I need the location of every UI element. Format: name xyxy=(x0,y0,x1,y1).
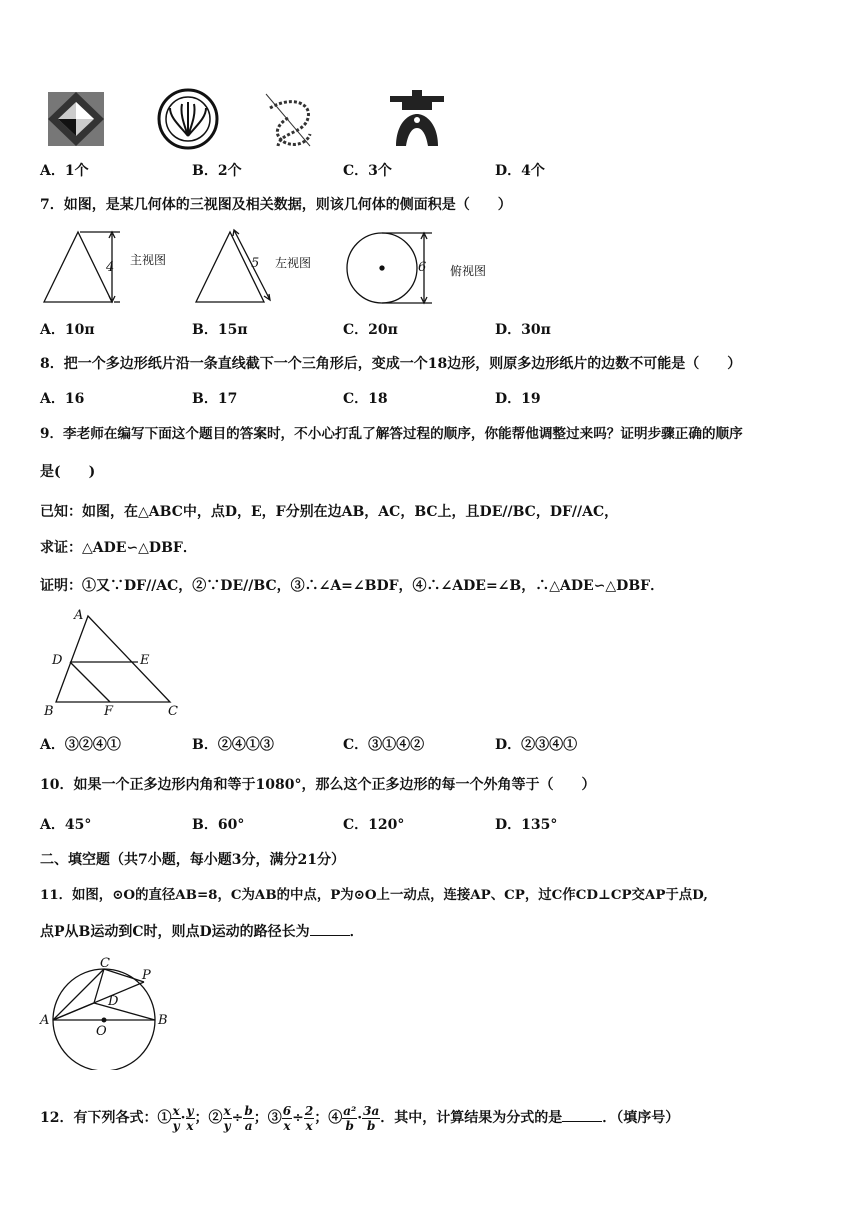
q12-f2-a-num: x xyxy=(223,1103,231,1118)
q11-line2 xyxy=(40,921,364,941)
q12-sep3: ；④ xyxy=(314,1110,343,1126)
q6-option-c[interactable]: C．3个 xyxy=(343,163,392,179)
q9-option-c[interactable]: C．③①④② xyxy=(343,737,425,753)
q12-f3-b-den: x xyxy=(305,1118,313,1133)
q7-option-d[interactable]: D．30π xyxy=(495,322,551,338)
q8-option-c[interactable]: C．18 xyxy=(343,391,388,407)
q9-prove: 求证：△ADE∽△DBF． xyxy=(40,540,197,556)
q10-option-c[interactable]: C．120° xyxy=(343,817,405,833)
q12-f3-a xyxy=(282,1104,292,1133)
q7-left-view-label: 左视图 xyxy=(275,256,312,270)
q11-label-o: O xyxy=(96,1024,107,1039)
q6-option-b[interactable]: B．2个 xyxy=(192,163,242,179)
q12-f2-op: ÷ xyxy=(231,1110,244,1126)
q12-f2-b-num: b xyxy=(244,1103,253,1118)
q12-f1-op: · xyxy=(180,1110,186,1126)
q12-f4-a-num: a² xyxy=(343,1103,357,1118)
q11-line1: 11．如图，⊙O的直径AB=8，C为AB的中点，P为⊙O上一动点，连接AP、CP，过C作CD⊥CP交AP于点D, xyxy=(40,887,708,903)
q12-line xyxy=(40,1098,679,1138)
q12-sep2: ；③ xyxy=(253,1110,282,1126)
q12-f2-b xyxy=(243,1104,253,1133)
q7-top-dim: 6 xyxy=(418,260,427,275)
q8-option-a[interactable]: A．16 xyxy=(40,391,85,407)
q7-option-a[interactable]: A．10π xyxy=(40,322,95,338)
q12-f3-op: ÷ xyxy=(292,1110,304,1126)
q12-f3-b-num: 2 xyxy=(304,1103,314,1118)
q7-stem: 7．如图，是某几何体的三视图及相关数据，则该几何体的侧面积是（ ） xyxy=(40,197,512,213)
q12-f1-a-den: y xyxy=(172,1118,180,1133)
q12-sep1: ；② xyxy=(194,1110,223,1126)
q7-front-view-label: 主视图 xyxy=(130,253,167,267)
q8-stem: 8．把一个多边形纸片沿一条直线截下一个三角形后，变成一个18边形，则原多边形纸片的边数不可能是（ ） xyxy=(40,356,742,372)
q12-suffix-end: ．（填序号） xyxy=(602,1110,680,1126)
q9-label-f: F xyxy=(104,704,114,719)
q12-f2-a-den: y xyxy=(223,1118,231,1133)
q12-prefix: 12．有下列各式：① xyxy=(40,1110,172,1126)
q11-label-a: A xyxy=(40,1013,50,1028)
q12-f4-op: · xyxy=(357,1110,363,1126)
q12-f3-a-num: 6 xyxy=(282,1103,292,1118)
q9-label-d: D xyxy=(52,653,63,668)
q7-front-dim: 4 xyxy=(106,260,115,275)
q10-option-d[interactable]: D．135° xyxy=(495,817,558,833)
q12-f4-a xyxy=(342,1104,357,1133)
q9-label-e: E xyxy=(140,653,150,668)
q12-f2-b-den: a xyxy=(244,1118,253,1133)
q11-label-b: B xyxy=(158,1013,168,1028)
q9-label-c: C xyxy=(168,704,178,719)
q9-option-b[interactable]: B．②④①③ xyxy=(192,737,274,753)
q12-f3-a-den: x xyxy=(283,1118,291,1133)
q12-f4-a-den: b xyxy=(345,1118,354,1133)
q12-f1-b-num: y xyxy=(186,1103,194,1118)
q10-option-b[interactable]: B．60° xyxy=(192,817,245,833)
section2-title: 二、填空题（共7小题，每小题3分，满分21分） xyxy=(40,852,345,868)
q11-answer-blank[interactable] xyxy=(310,923,350,936)
q9-proof: 证明：①又∵DF//AC，②∵DE//BC，③∴∠A=∠BDF，④∴∠ADE=∠B，∴△ADE∽△DBF． xyxy=(40,578,665,594)
q11-label-c: C xyxy=(100,956,110,971)
q12-f1-b-den: x xyxy=(186,1118,194,1133)
q9-given: 已知：如图，在△ABC中，点D，E，F分别在边AB，AC，BC上，且DE//BC，DF//AC， xyxy=(40,504,619,520)
q7-left-dim: 5 xyxy=(251,256,260,271)
q6-figure-4 xyxy=(390,90,444,146)
q11-line2-text: 点P从B运动到C时，则点D运动的路径长为 xyxy=(40,924,310,940)
q12-f1-a-num: x xyxy=(172,1103,180,1118)
q12-f4-b-den: b xyxy=(367,1118,376,1133)
q12-f1-b xyxy=(186,1104,195,1133)
q10-option-a[interactable]: A．45° xyxy=(40,817,92,833)
q11-label-d: D xyxy=(108,994,119,1009)
q9-option-d[interactable]: D．②③④① xyxy=(495,737,578,753)
q6-figures xyxy=(40,88,480,154)
q12-f2-a xyxy=(223,1104,232,1133)
q6-figure-2 xyxy=(159,90,217,148)
q12-f4-b-num: 3a xyxy=(363,1103,380,1118)
q9-stem-line2: 是( ) xyxy=(40,464,96,480)
q11-label-p: P xyxy=(142,968,151,983)
q8-option-d[interactable]: D．19 xyxy=(495,391,541,407)
q12-answer-blank[interactable] xyxy=(562,1109,602,1122)
q6-option-a[interactable]: A．1个 xyxy=(40,163,89,179)
q6-figure-1 xyxy=(48,92,104,146)
q7-option-b[interactable]: B．15π xyxy=(192,322,248,338)
q7-top-view-label: 俯视图 xyxy=(450,264,487,278)
q8-option-b[interactable]: B．17 xyxy=(192,391,238,407)
q11-line2-end: ． xyxy=(349,924,364,940)
q12-f4-b xyxy=(362,1104,380,1133)
q10-stem: 10．如果一个正多边形内角和等于1080°，那么这个正多边形的每一个外角等于（ ） xyxy=(40,777,596,793)
q6-figure-3 xyxy=(266,94,310,146)
q7-option-c[interactable]: C．20π xyxy=(343,322,398,338)
q12-f1-a xyxy=(171,1104,180,1133)
q12-suffix: ．其中，计算结果为分式的是 xyxy=(380,1110,563,1126)
q9-stem-line1: 9．李老师在编写下面这个题目的答案时，不小心打乱了解答过程的顺序，你能帮他调整过来吗？证明步骤正确的顺序 xyxy=(40,426,743,442)
q9-label-a: A xyxy=(74,608,84,623)
q6-option-d[interactable]: D．4个 xyxy=(495,163,545,179)
q12-f3-b xyxy=(304,1104,314,1133)
q9-label-b: B xyxy=(44,704,54,719)
q9-option-a[interactable]: A．③②④① xyxy=(40,737,121,753)
